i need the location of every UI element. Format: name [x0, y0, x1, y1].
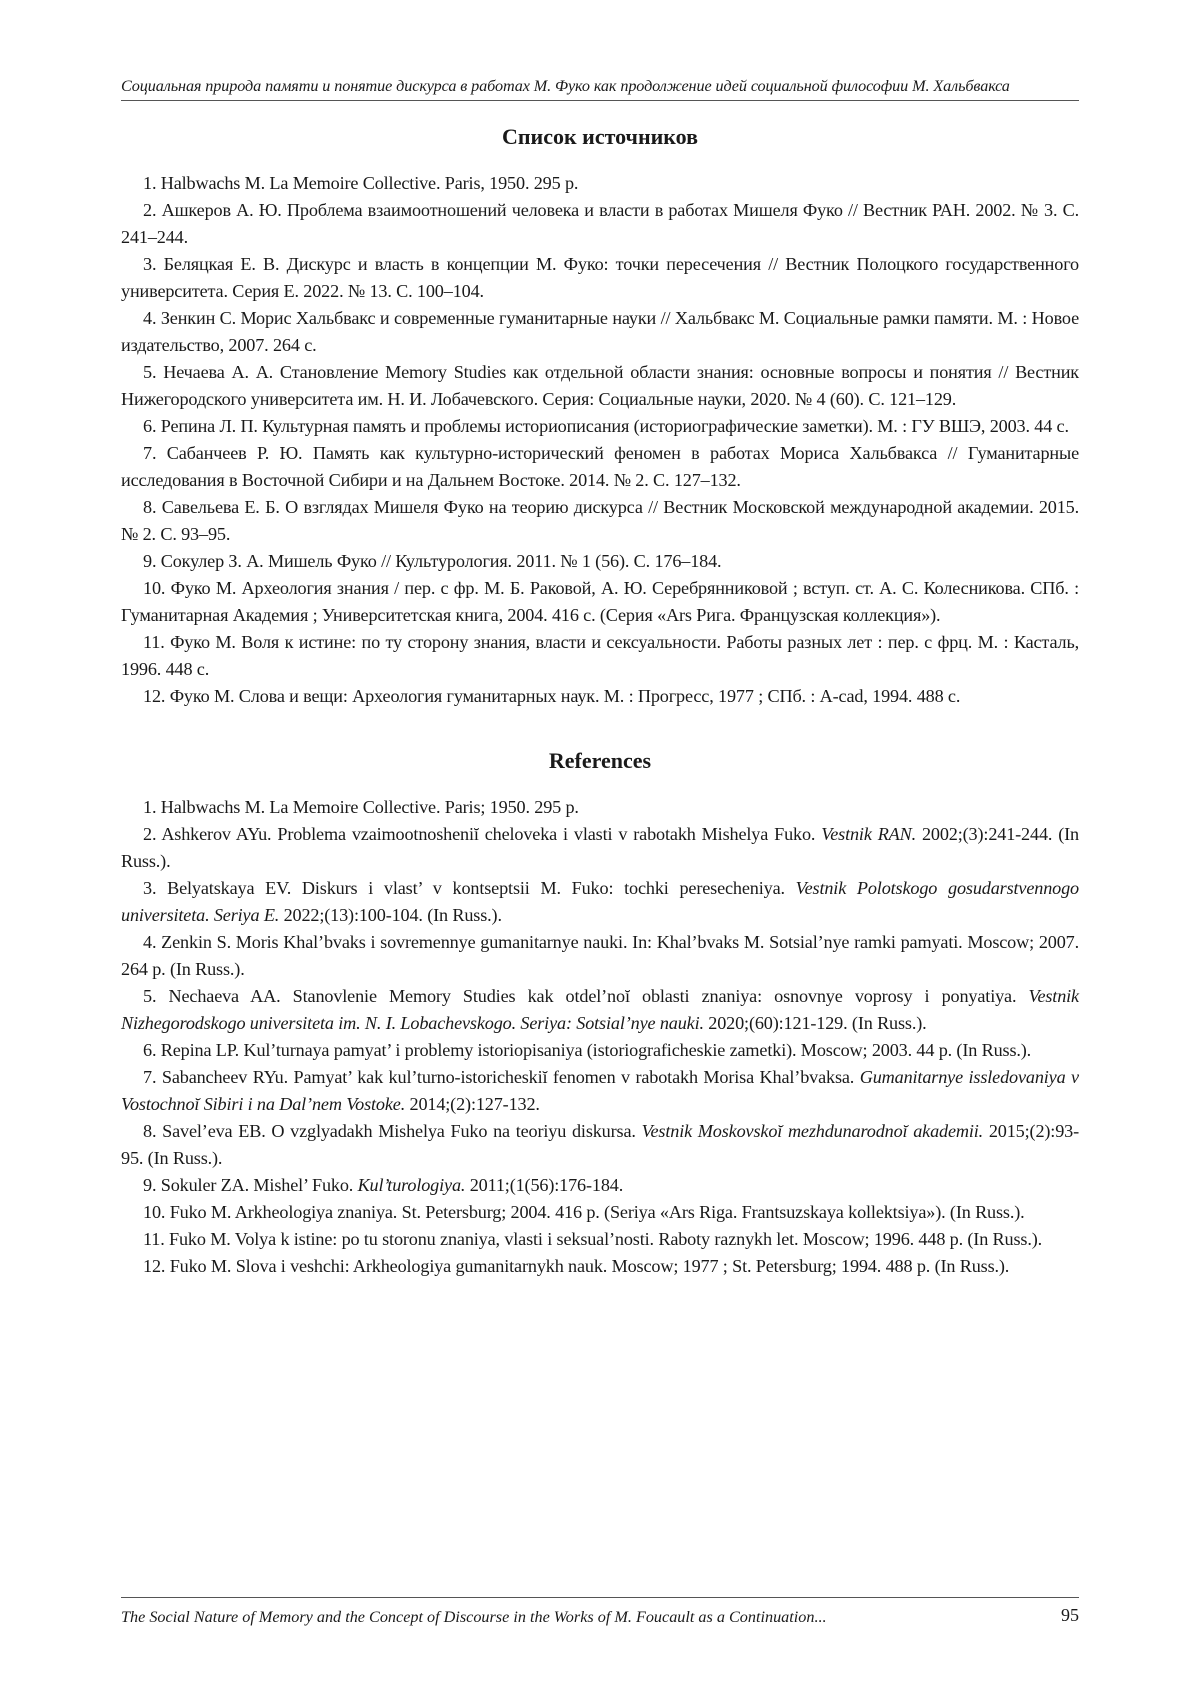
reference-item — [121, 821, 1079, 875]
reference-source-italic: Kul’turologiya. — [357, 1175, 466, 1195]
reference-number: 11. — [143, 1229, 165, 1249]
reference-item — [121, 251, 1079, 305]
reference-details: 2020;(60):121-129. (In Russ.). — [703, 1013, 927, 1033]
reference-item — [121, 875, 1079, 929]
reference-number: 7. — [143, 1067, 157, 1087]
reference-text: Halbwachs M. La Memoire Collective. Paris; 1950. 295 p. — [160, 797, 579, 817]
reference-source-italic: Vestnik Nizhegorodskogo universiteta im. N. I. Lobachevskogo. Seriya: Sotsial’nye nauki. — [121, 986, 1079, 1033]
reference-number: 1. — [143, 797, 157, 817]
reference-item — [121, 794, 1079, 821]
reference-text: Halbwachs M. La Memoire Collective. Paris, 1950. 295 p. — [160, 173, 579, 193]
reference-item — [121, 413, 1079, 440]
reference-text: Фуко М. Археология знания / пер. с фр. М. Б. Раковой, А. Ю. Серебрянниковой ; вступ. ст. А. С. Колесникова. СПб. : Гуманитарная Академия ; Университетская книга, 2004. 416 с. (Серия «Ars Рига. Французская коллекция»). — [121, 578, 1079, 625]
reference-number: 5. — [143, 986, 157, 1006]
reference-number: 10. — [143, 1202, 166, 1222]
reference-details: 2014;(2):127-132. — [405, 1094, 540, 1114]
reference-text: Фуко М. Слова и вещи: Археология гуманитарных наук. М. : Прогресс, 1977 ; СПб. : A-cad, 1994. 488 с. — [169, 686, 961, 706]
page-number: 95 — [1061, 1605, 1079, 1625]
reference-number: 1. — [143, 173, 157, 193]
references-heading: References — [548, 748, 652, 773]
reference-item — [121, 440, 1079, 494]
reference-item — [121, 1064, 1079, 1118]
reference-item — [121, 683, 1079, 710]
reference-item — [121, 170, 1079, 197]
reference-text: Сабанчеев Р. Ю. Память как культурно-исторический феномен в работах Мориса Хальбвакса // Гуманитарные исследования в Восточной Сибири и на Дальнем Востоке. 2014. № 2. С. 127–132. — [121, 443, 1079, 490]
reference-item — [121, 1253, 1079, 1280]
footer-divider — [121, 1597, 1079, 1598]
reference-item — [121, 629, 1079, 683]
reference-number: 2. — [143, 200, 157, 220]
reference-item — [121, 575, 1079, 629]
reference-details: 2011;(1(56):176-184. — [465, 1175, 624, 1195]
reference-item — [121, 1118, 1079, 1172]
reference-text: Fuko M. Slova i veshchi: Arkheologiya gumanitarnykh nauk. Moscow; 1977 ; St. Petersburg; 1994. 488 p. (In Russ.). — [169, 1256, 1010, 1276]
reference-number: 6. — [143, 416, 157, 436]
reference-number: 4. — [143, 932, 157, 952]
reference-number: 9. — [143, 1175, 157, 1195]
reference-number: 12. — [143, 1256, 166, 1276]
reference-item — [121, 1199, 1079, 1226]
reference-number: 5. — [143, 362, 157, 382]
reference-number: 6. — [143, 1040, 157, 1060]
reference-details: 2022;(13):100-104. (In Russ.). — [279, 905, 502, 925]
reference-item — [121, 359, 1079, 413]
running-head: Социальная природа памяти и понятие дискурса в работах М. Фуко как продолжение идей социальной философии М. Хальбвакса — [121, 76, 1079, 101]
references-content — [121, 120, 1079, 1280]
reference-item — [121, 983, 1079, 1037]
reference-source-italic: Gumanitarnye issledovaniya v Vostochnoĭ Sibiri i na Dal’nem Vostoke. — [121, 1067, 1079, 1114]
reference-source-italic: Vestnik Polotskogo gosudarstvennogo universiteta. Seriya E. — [121, 878, 1079, 925]
english-reference-list — [121, 794, 1079, 1280]
reference-text: Ашкеров А. Ю. Проблема взаимоотношений человека и власти в работах Мишеля Фуко // Вестник РАН. 2002. № 3. С. 241–244. — [121, 200, 1079, 247]
reference-number: 8. — [143, 1121, 157, 1141]
reference-details: 2002;(3):241-244. (In Russ.). — [121, 824, 1079, 871]
reference-number: 4. — [143, 308, 157, 328]
reference-item — [121, 1037, 1079, 1064]
reference-item — [121, 197, 1079, 251]
reference-text: Sabancheev RYu. Pamyat’ kak kul’turno-istoricheskiĭ fenomen v rabotakh Morisa Khal’bvaksa. — [161, 1067, 860, 1087]
reference-number: 12. — [143, 686, 166, 706]
reference-number: 3. — [143, 254, 157, 274]
reference-text: Nechaeva AA. Stanovlenie Memory Studies kak otdel’noĭ oblasti znaniya: osnovnye voprosy i ponyatiya. — [168, 986, 1029, 1006]
reference-item — [121, 1226, 1079, 1253]
russian-reference-list — [121, 170, 1079, 710]
reference-item — [121, 929, 1079, 983]
reference-source-italic: Vestnik RAN. — [821, 824, 917, 844]
reference-text: Fuko M. Arkheologiya znaniya. St. Petersburg; 2004. 416 p. (Seriya «Ars Riga. Frantsuzskaya kollektsiya»). (In Russ.). — [169, 1202, 1025, 1222]
reference-item — [121, 494, 1079, 548]
reference-text: Fuko M. Volya k istine: po tu storonu znaniya, vlasti i seksual’nosti. Raboty raznykh let. Moscow; 1996. 448 p. (In Russ.). — [169, 1229, 1043, 1249]
reference-number: 10. — [143, 578, 166, 598]
reference-number: 8. — [143, 497, 157, 517]
reference-text: Репина Л. П. Культурная память и проблемы историописания (историографические заметки). М. : ГУ ВШЭ, 2003. 44 с. — [160, 416, 1069, 436]
reference-text: Фуко М. Воля к истине: по ту сторону знания, власти и сексуальности. Работы разных лет : пер. с фрц. М. : Касталь, 1996. 448 с. — [121, 632, 1079, 679]
reference-number: 3. — [143, 878, 157, 898]
reference-number: 2. — [143, 824, 157, 844]
reference-text: Zenkin S. Moris Khal’bvaks i sovremennye gumanitarnye nauki. In: Khal’bvaks M. Sotsial’nye ramki pamyati. Moscow; 2007. 264 p. (In Russ.). — [121, 932, 1079, 979]
reference-text: Savel’eva EB. O vzglyadakh Mishelya Fuko na teoriyu diskursa. — [162, 1121, 642, 1141]
reference-text: Sokuler ZA. Mishel’ Fuko. — [160, 1175, 358, 1195]
reference-text: Нечаева А. А. Становление Memory Studies как отдельной области знания: основные вопросы и понятия // Вестник Нижегородского университета им. Н. И. Лобачевского. Серия: Социальные науки, 2020. № 4 (60). С. 121–129. — [121, 362, 1079, 409]
reference-text: Belyatskaya EV. Diskurs i vlast’ v kontseptsii M. Fuko: tochki peresecheniya. — [167, 878, 796, 898]
reference-number: 7. — [143, 443, 157, 463]
reference-text: Сокулер З. А. Мишель Фуко // Культурология. 2011. № 1 (56). С. 176–184. — [160, 551, 722, 571]
reference-text: Беляцкая Е. В. Дискурс и власть в концепции М. Фуко: точки пересечения // Вестник Полоцкого государственного университета. Серия Е. 2022. № 13. С. 100–104. — [121, 254, 1079, 301]
reference-text: Ashkerov AYu. Problema vzaimootnosheniĭ cheloveka i vlasti v rabotakh Mishelya Fuko. — [161, 824, 822, 844]
footer-running-title: The Social Nature of Memory and the Concept of Discourse in the Works of M. Foucault as a Continuation... — [121, 1608, 827, 1626]
reference-number: 9. — [143, 551, 157, 571]
reference-text: Зенкин С. Морис Хальбвакс и современные гуманитарные науки // Хальбвакс М. Социальные рамки памяти. М. : Новое издательство, 2007. 264 с. — [121, 308, 1079, 355]
reference-source-italic: Vestnik Moskovskoĭ mezhdunarodnoĭ akademii. — [641, 1121, 984, 1141]
reference-text: Савельева Е. Б. О взглядах Мишеля Фуко на теорию дискурса // Вестник Московской международной академии. 2015. № 2. С. 93–95. — [121, 497, 1079, 544]
reference-number: 11. — [143, 632, 165, 652]
reference-item — [121, 305, 1079, 359]
reference-item — [121, 1172, 1079, 1199]
reference-item — [121, 548, 1079, 575]
sources-heading: Список источников — [501, 124, 699, 149]
reference-details: 2015;(2):93-95. (In Russ.). — [121, 1121, 1079, 1168]
reference-text: Repina LP. Kul’turnaya pamyat’ i problemy istoriopisaniya (istoriograficheskie zametki). Moscow; 2003. 44 p. (In Russ.). — [160, 1040, 1032, 1060]
